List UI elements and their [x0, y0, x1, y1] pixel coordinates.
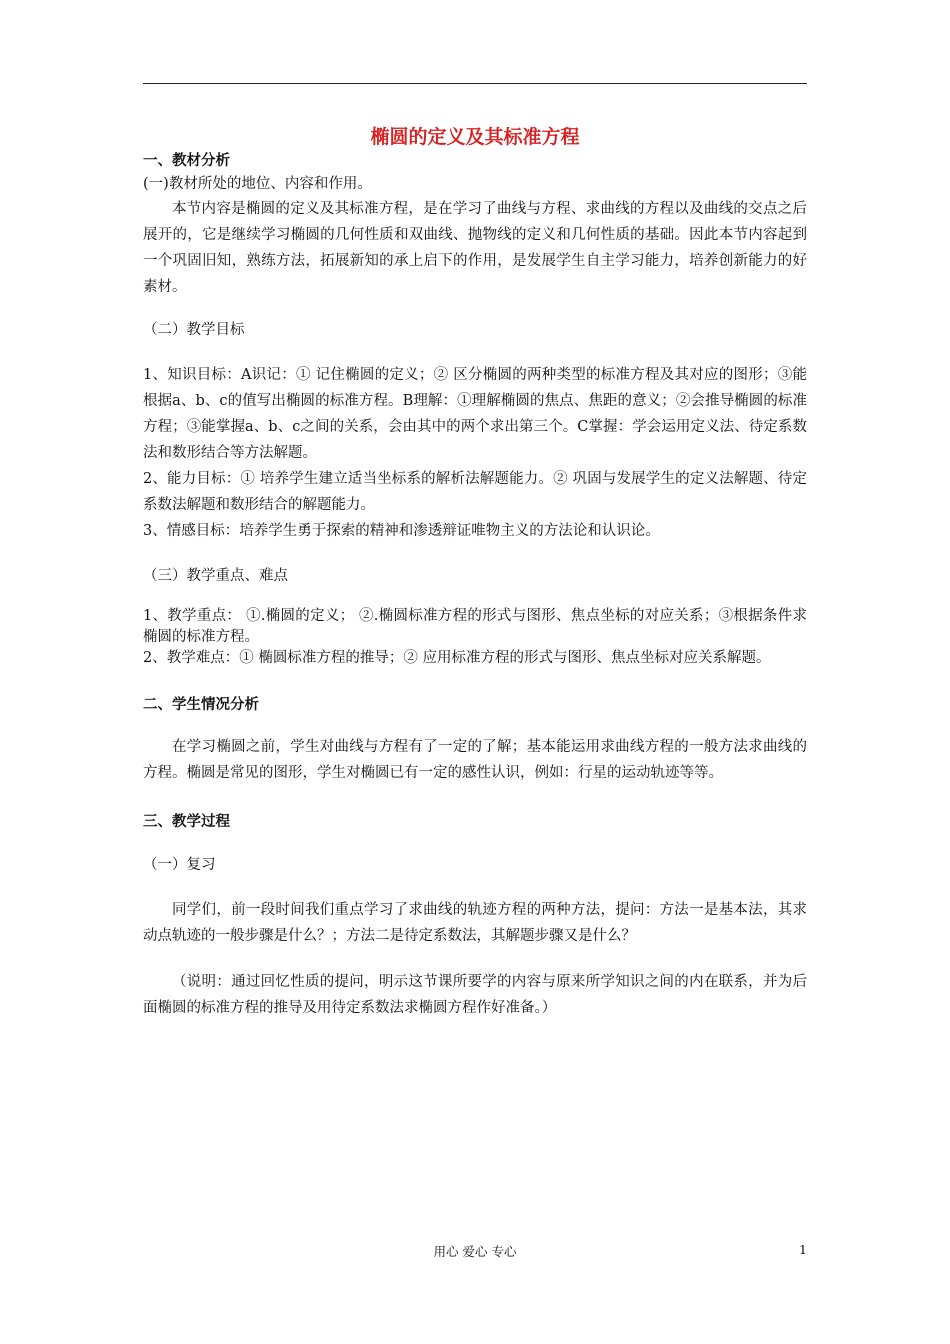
paragraph-content-intro: 本节内容是椭圆的定义及其标准方程，是在学习了曲线与方程、求曲线的方程以及曲线的交点之后展开的，它是继续学习椭圆的几何性质和双曲线、抛物线的定义和几何性质的基础。因此本节内容起到一个巩固旧知，熟练方法，拓展新知的承上启下的作用，是发展学生自主学习能力，培养创新能力的好素材。 — [143, 201, 807, 295]
section-heading-textbook-analysis: 一、教材分析 — [143, 153, 230, 169]
footer-motto: 用心 爱心 专心 — [433, 1244, 517, 1259]
page-number: 1 — [799, 1242, 807, 1257]
subsection-review: （一）复习 — [143, 857, 216, 873]
paragraph-ability-goal: 2、能力目标：① 培养学生建立适当坐标系的解析法解题能力。② 巩固与发展学生的定义法解题、待定系数法解题和数形结合的解题能力。 — [143, 471, 807, 513]
paragraph-difficulty: 2、教学难点：① 椭圆标准方程的推导；② 应用标准方程的形式与图形、焦点坐标对应关系解题。 — [143, 650, 771, 666]
document-body — [143, 150, 807, 1021]
paragraph-emotion-goal: 3、情感目标：培养学生勇于探索的精神和渗透辩证唯物主义的方法论和认识论。 — [143, 523, 660, 539]
paragraph-knowledge-goal: 1、知识目标：A识记：① 记住椭圆的定义；② 区分椭圆的两种类型的标准方程及其对应的图形；③能根据a、b、c的值写出椭圆的标准方程。B理解：①理解椭圆的焦点、焦距的意义；②会推导椭圆的标准方程；③能掌握a、b、c之间的关系，会由其中的两个求出第三个。C掌握：学会运用定义法、待定系数法和数形结合等方法解题。 — [143, 367, 807, 461]
subsection-key-points: （三）教学重点、难点 — [143, 568, 288, 584]
paragraph-review-note: （说明：通过回忆性质的提问，明示这节课所要学的内容与原来所学知识之间的内在联系，并为后面椭圆的标准方程的推导及用待定系数法求椭圆方程作好准备。） — [143, 974, 807, 1016]
subsection-position: (一)教材所处的地位、内容和作用。 — [143, 176, 372, 192]
section-heading-student-analysis: 二、学生情况分析 — [143, 697, 259, 713]
paragraph-key-point: 1、教学重点： ①.椭圆的定义； ②.椭圆标准方程的形式与图形、焦点坐标的对应关系；③根据条件求椭圆的标准方程。 — [143, 608, 807, 645]
paragraph-student-analysis: 在学习椭圆之前，学生对曲线与方程有了一定的了解；基本能运用求曲线方程的一般方法求曲线的方程。椭圆是常见的图形，学生对椭圆已有一定的感性认识，例如：行星的运动轨迹等等。 — [143, 739, 807, 781]
page-footer — [143, 1242, 807, 1262]
paragraph-review-question: 同学们，前一段时间我们重点学习了求曲线的轨迹方程的两种方法，提问：方法一是基本法，其求动点轨迹的一般步骤是什么？；方法二是待定系数法，其解题步骤又是什么？ — [143, 902, 807, 944]
header-rule — [143, 83, 807, 84]
section-heading-teaching-process: 三、教学过程 — [143, 814, 230, 830]
document-title: 椭圆的定义及其标准方程 — [370, 126, 580, 148]
subsection-goals: （二）教学目标 — [143, 322, 245, 338]
